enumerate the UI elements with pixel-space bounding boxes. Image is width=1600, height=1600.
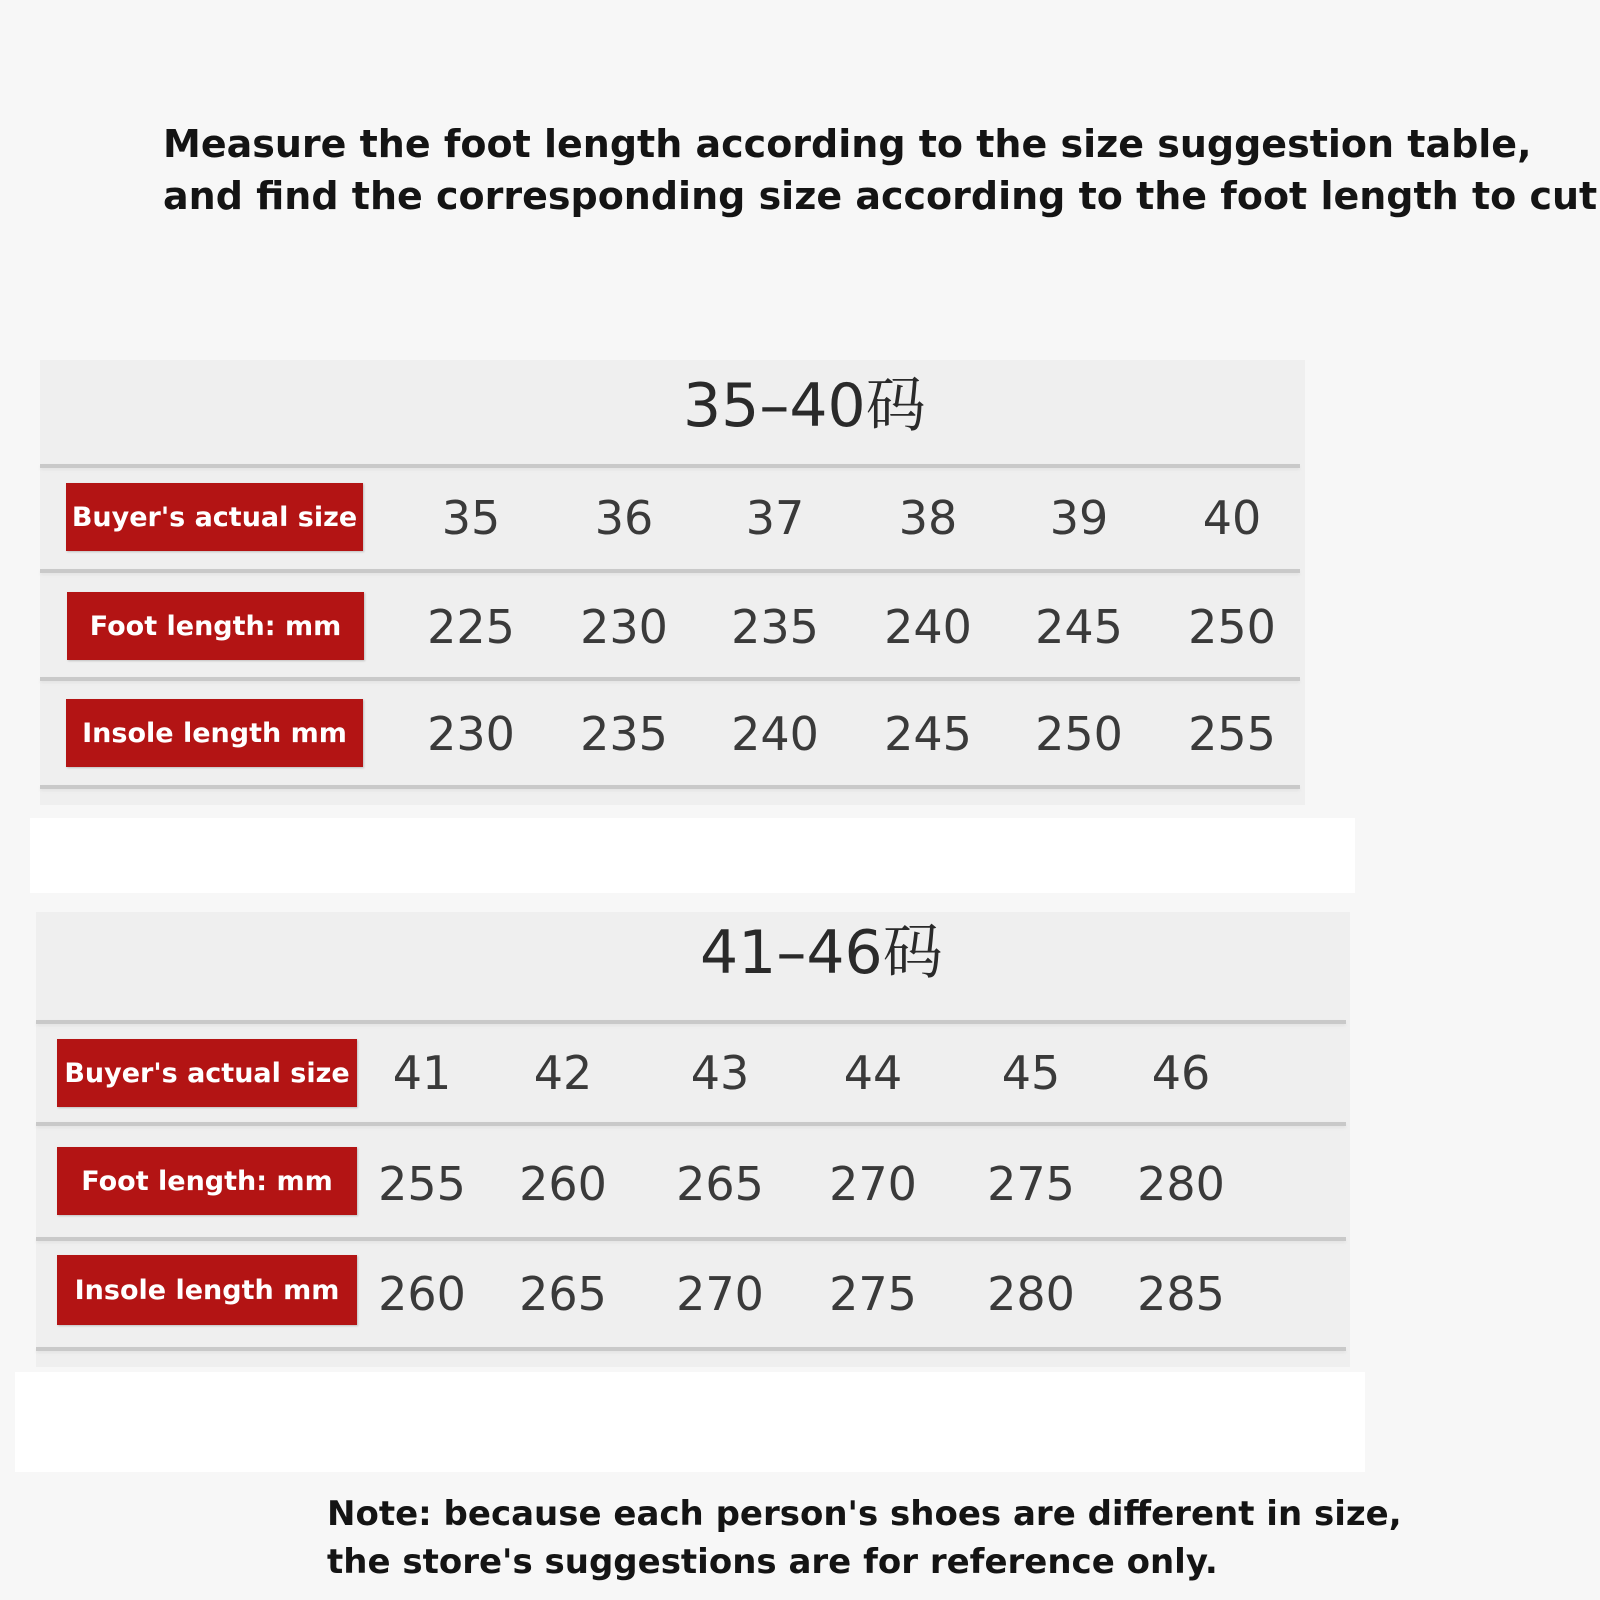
- table-cell: 245: [884, 707, 972, 761]
- table-title: 35–40码: [683, 371, 926, 441]
- table-cell: 38: [898, 491, 958, 545]
- table-cell: 230: [580, 600, 668, 654]
- table-cell: 36: [594, 491, 654, 545]
- table-cell: 265: [676, 1157, 764, 1211]
- table-cell: 45: [1001, 1046, 1061, 1100]
- table-cell: 250: [1188, 600, 1276, 654]
- table-cell: 235: [731, 600, 819, 654]
- note-line-1: Note: because each person's shoes are different in size,: [327, 1494, 1402, 1534]
- table-cell: 39: [1049, 491, 1109, 545]
- table-cell: 270: [829, 1157, 917, 1211]
- table-cell: 37: [745, 491, 805, 545]
- table-divider: [40, 464, 1300, 468]
- row-label-insole-length: Insole length mm: [57, 1255, 357, 1325]
- table-cell: 43: [690, 1046, 750, 1100]
- row-label-foot-length: Foot length: mm: [67, 592, 364, 660]
- note-line-2: the store's suggestions are for reference only.: [327, 1542, 1218, 1582]
- table-cell: 230: [427, 707, 515, 761]
- table-cell: 240: [731, 707, 819, 761]
- table-divider: [36, 1020, 1346, 1024]
- intro-line-2: and find the corresponding size according to the foot length to cut: [163, 174, 1598, 218]
- table-cell: 250: [1035, 707, 1123, 761]
- table-cell: 40: [1202, 491, 1262, 545]
- table-cell: 41: [392, 1046, 452, 1100]
- table-divider: [40, 677, 1300, 681]
- spacer-band: [30, 818, 1355, 893]
- table-cell: 270: [676, 1267, 764, 1321]
- table-cell: 275: [987, 1157, 1075, 1211]
- intro-text: [163, 118, 1598, 222]
- table-title: 41–46码: [700, 918, 943, 988]
- table-cell: 255: [1188, 707, 1276, 761]
- table-cell: 275: [829, 1267, 917, 1321]
- spacer-band: [15, 1372, 1365, 1472]
- table-cell: 225: [427, 600, 515, 654]
- table-cell: 240: [884, 600, 972, 654]
- row-label-foot-length: Foot length: mm: [57, 1147, 357, 1215]
- table-cell: 235: [580, 707, 668, 761]
- table-cell: 285: [1137, 1267, 1225, 1321]
- intro-line-1: Measure the foot length according to the size suggestion table,: [163, 122, 1532, 166]
- table-cell: 44: [843, 1046, 903, 1100]
- row-label-insole-length: Insole length mm: [66, 699, 363, 767]
- table-divider: [40, 569, 1300, 573]
- table-cell: 46: [1151, 1046, 1211, 1100]
- table-divider: [40, 785, 1300, 789]
- table-cell: 260: [519, 1157, 607, 1211]
- table-divider: [36, 1237, 1346, 1241]
- row-label-buyer-size: Buyer's actual size: [66, 483, 363, 551]
- table-divider: [36, 1122, 1346, 1126]
- table-cell: 35: [441, 491, 501, 545]
- row-label-buyer-size: Buyer's actual size: [57, 1039, 357, 1107]
- table-cell: 265: [519, 1267, 607, 1321]
- table-cell: 260: [378, 1267, 466, 1321]
- table-cell: 280: [987, 1267, 1075, 1321]
- table-cell: 245: [1035, 600, 1123, 654]
- table-cell: 42: [533, 1046, 593, 1100]
- table-divider: [36, 1347, 1346, 1351]
- table-cell: 255: [378, 1157, 466, 1211]
- disclaimer-note: [327, 1490, 1577, 1586]
- table-cell: 280: [1137, 1157, 1225, 1211]
